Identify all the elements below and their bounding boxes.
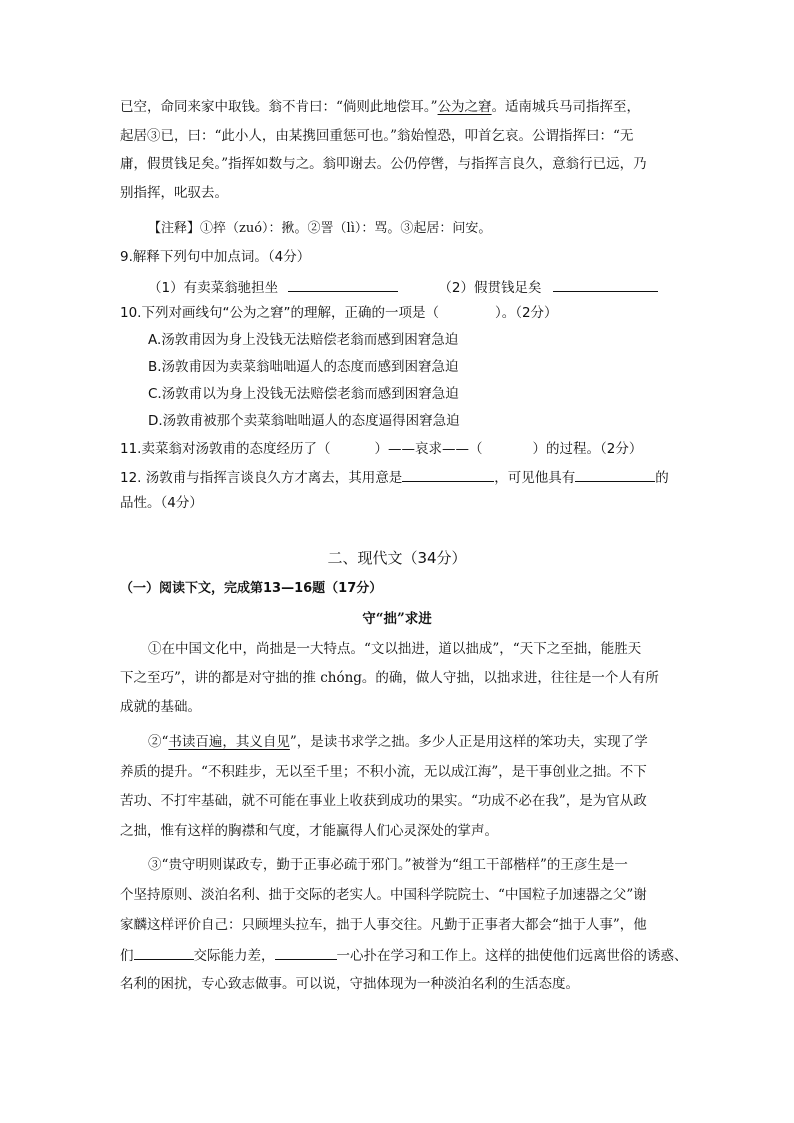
underlined-phrase: 书读百遍，其义自见 — [168, 734, 290, 750]
paragraph-1: 成就的基础。 — [120, 699, 201, 715]
reading-instruction: （一）阅读下文，完成第13—16题（17分） — [120, 581, 383, 596]
answer-blank[interactable] — [575, 467, 655, 482]
passage-line: 已空，命同来家中取钱。翁不肯曰：“倘则此地偿耳。”公为之窘。适南城兵马司指挥至， — [120, 99, 641, 115]
annotation-notes: 【注释】①捽（zuó）：揪。②詈（lì）：骂。③起居：问安。 — [148, 221, 492, 236]
answer-blank[interactable] — [553, 277, 658, 292]
paragraph-3: 个坚持原则、淡泊名利、拙于交际的老实人。中国科学院院士、“中国粒子加速器之父”谢 — [120, 887, 647, 903]
question-10: 10.下列对画线句“公为之窘”的理解，正确的一项是（ ）。（2分） — [120, 305, 558, 321]
passage-line: 庸，假贯钱足矣。”指挥如数与之。翁叩谢去。公仍停辔，与指挥言良久，意翁行已远，乃 — [120, 156, 647, 172]
paragraph-3: ③“贵守明则谋政专，勤于正事必疏于邪门。”被誉为“组工干部楷样”的王彦生是一 — [148, 857, 628, 873]
answer-blank[interactable] — [402, 467, 494, 482]
paragraph-3: 们 交际能力差， 一心扑在学习和工作上。这样的拙使他们远离世俗的诱惑、 — [120, 945, 680, 965]
option-c: C.汤敦甫以为身上没钱无法赔偿老翁而感到困窘急迫 — [148, 386, 459, 402]
question-9: 9.解释下列句中加点词。（4分） — [120, 249, 311, 265]
paragraph-1: 下之至巧”，讲的都是对守拙的推 chóng。的确，做人守拙，以拙求进，往往是一个人有所 — [120, 670, 659, 686]
underlined-sentence: 公为之窘 — [437, 99, 492, 115]
passage-line: 别指挥，叱驭去。 — [120, 185, 228, 201]
option-a: A.汤敦甫因为身上没钱无法赔偿老翁而感到困窘急迫 — [148, 332, 459, 348]
section-heading: 二、现代文（34分） — [327, 549, 467, 567]
paragraph-2: 养质的提升。“不积跬步，无以至千里；不积小流，无以成江海”，是干事创业之拙。不下 — [120, 764, 647, 780]
paragraph-3: 家麟这样评价自己：只顾埋头拉车，拙于人事交往。凡勤于正事者大都会“拙于人事”，他 — [120, 917, 647, 933]
answer-blank[interactable] — [134, 945, 194, 960]
question-11: 11.卖菜翁对汤敦甫的态度经历了（ ）——哀求——（ ）的过程。（2分） — [120, 441, 643, 457]
question-12: 12. 汤敦甫与指挥言谈良久方才离去，其用意是 ，可见他具有 的 — [120, 467, 680, 487]
paragraph-2: 之拙，惟有这样的胸襟和气度，才能赢得人们心灵深处的掌声。 — [120, 823, 498, 839]
paragraph-1: ①在中国文化中，尚拙是一大特点。“文以拙进，道以拙成”，“天下之至拙，能胜天 — [148, 641, 642, 657]
paragraph-3: 名利的困扰，专心致志做事。可以说，守拙体现为一种淡泊名利的生活态度。 — [120, 976, 579, 992]
question-9-item-1: （1）有卖菜翁驰担坐 （2）假贯钱足矣 — [148, 277, 708, 297]
paragraph-2: 苦功、不打牢基础，就不可能在事业上收获到成功的果实。“功成不必在我”，是为官从政 — [120, 793, 647, 809]
answer-blank[interactable] — [288, 277, 398, 292]
paragraph-2: ②“书读百遍，其义自见”，是读书求学之拙。多少人正是用这样的笨功夫，实现了学 — [148, 734, 648, 750]
option-b: B.汤敦甫因为卖菜翁咄咄逼人的态度而感到困窘急迫 — [148, 359, 459, 375]
passage-line: 起居③已，曰：“此小人，由某携回重惩可也。”翁始惶恐，叩首乞哀。公谓指挥曰：“无 — [120, 128, 634, 144]
article-title: 守“拙”求进 — [362, 611, 432, 627]
answer-blank[interactable] — [275, 945, 337, 960]
option-d: D.汤敦甫被那个卖菜翁咄咄逼人的态度逼得困窘急迫 — [148, 413, 460, 429]
question-12-cont: 品性。（4分） — [120, 495, 203, 511]
